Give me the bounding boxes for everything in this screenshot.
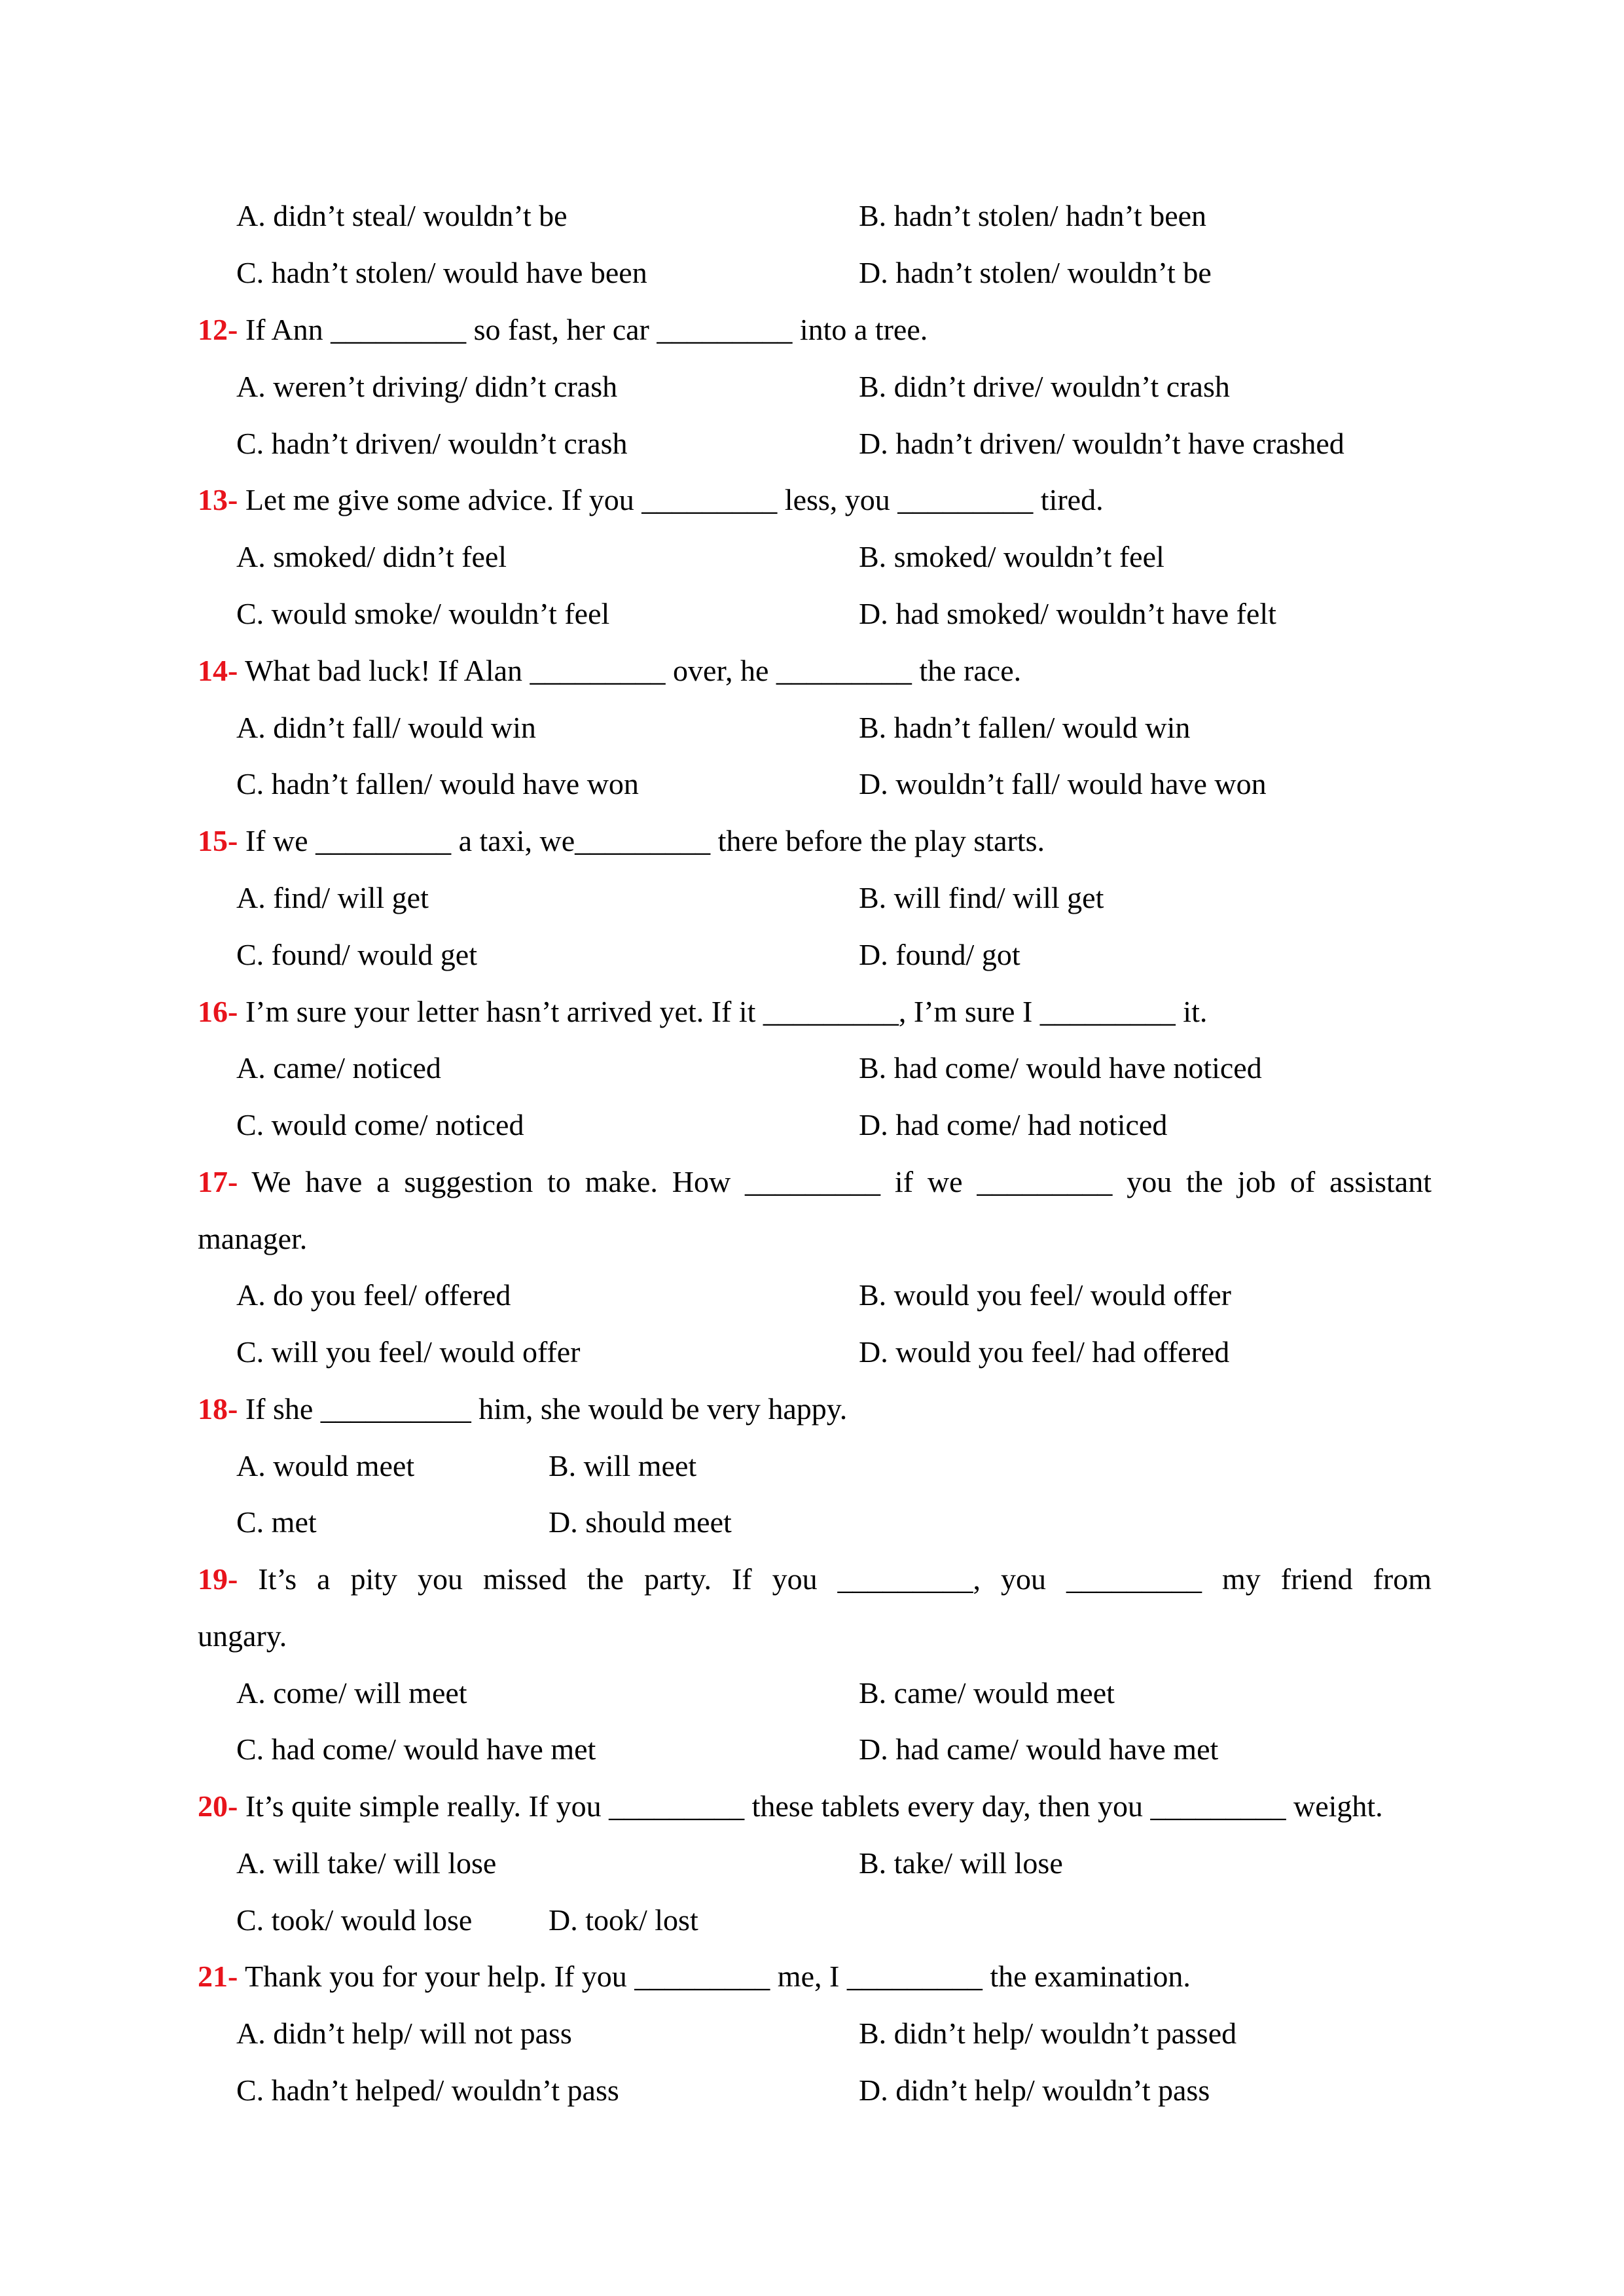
question-number: 12-	[198, 313, 238, 346]
prev-question-options-row-2	[0, 244, 1624, 301]
option-a[interactable]: A. come/ will meet	[236, 1676, 467, 1710]
question-stem: What bad luck! If Alan _________ over, he _________ the race.	[238, 654, 1022, 687]
question-number: 13-	[198, 483, 238, 516]
question-stem: We have a suggestion to make. How _________ if we _________ you the job of assistant	[238, 1165, 1432, 1198]
question-text	[198, 1948, 1191, 2005]
option-d[interactable]: D. didn’t help/ wouldn’t pass	[859, 2073, 1210, 2107]
question-number: 21-	[198, 1960, 238, 1993]
option-a[interactable]: A. do you feel/ offered	[236, 1278, 511, 1312]
question-19-options-row-1	[0, 1664, 1624, 1721]
question-13	[0, 471, 1624, 528]
question-21-options-row-2	[0, 2062, 1624, 2119]
question-number: 20-	[198, 1789, 238, 1823]
prev-option-a[interactable]: A. didn’t steal/ wouldn’t be	[236, 199, 568, 232]
option-d[interactable]: D. had come/ had noticed	[859, 1108, 1168, 1141]
question-21	[0, 1948, 1624, 2005]
question-20	[0, 1778, 1624, 1835]
option-a[interactable]: A. smoked/ didn’t feel	[236, 540, 507, 573]
option-c[interactable]: C. found/ would get	[236, 938, 477, 971]
question-16-options-row-2	[0, 1096, 1624, 1153]
option-d[interactable]: D. had smoked/ wouldn’t have felt	[859, 597, 1276, 630]
option-a[interactable]: A. would meet	[236, 1449, 415, 1482]
option-c[interactable]: C. had come/ would have met	[236, 1732, 596, 1766]
question-18	[0, 1380, 1624, 1437]
option-b[interactable]: B. smoked/ wouldn’t feel	[859, 540, 1164, 573]
question-14-options-row-1	[0, 699, 1624, 756]
question-14-options-row-2	[0, 755, 1624, 812]
option-c[interactable]: C. will you feel/ would offer	[236, 1335, 581, 1369]
question-text	[198, 642, 1021, 699]
prev-option-d[interactable]: D. hadn’t stolen/ wouldn’t be	[859, 256, 1212, 289]
option-b[interactable]: B. had come/ would have noticed	[859, 1051, 1262, 1085]
question-13-options-row-1	[0, 528, 1624, 585]
question-17	[0, 1153, 1624, 1210]
prev-option-c[interactable]: C. hadn’t stolen/ would have been	[236, 256, 647, 289]
option-b[interactable]: B. will meet	[549, 1449, 697, 1482]
option-c[interactable]: C. hadn’t helped/ wouldn’t pass	[236, 2073, 619, 2107]
question-text	[198, 471, 1104, 528]
question-text	[198, 1778, 1383, 1835]
question-stem-continuation: ungary.	[198, 1619, 287, 1653]
question-text	[198, 1551, 1432, 1607]
question-15	[0, 812, 1624, 869]
question-21-options-row-1	[0, 2005, 1624, 2062]
question-stem: If we _________ a taxi, we_________ there before the play starts.	[238, 824, 1045, 857]
question-16	[0, 983, 1624, 1040]
option-c[interactable]: C. would smoke/ wouldn’t feel	[236, 597, 610, 630]
question-text	[198, 1380, 847, 1437]
option-b[interactable]: B. take/ will lose	[859, 1846, 1063, 1880]
question-stem: Thank you for your help. If you _________ me, I _________ the examination.	[238, 1960, 1191, 1993]
option-b[interactable]: B. hadn’t fallen/ would win	[859, 711, 1191, 744]
option-b[interactable]: B. would you feel/ would offer	[859, 1278, 1231, 1312]
option-a[interactable]: A. didn’t help/ will not pass	[236, 2017, 572, 2050]
option-c[interactable]: C. took/ would lose	[236, 1903, 473, 1937]
option-c[interactable]: C. hadn’t driven/ wouldn’t crash	[236, 427, 628, 460]
prev-option-b[interactable]: B. hadn’t stolen/ hadn’t been	[859, 199, 1207, 232]
option-d[interactable]: D. would you feel/ had offered	[859, 1335, 1230, 1369]
question-stem: Let me give some advice. If you _________ less, you _________ tired.	[238, 483, 1104, 516]
option-d[interactable]: D. took/ lost	[549, 1903, 698, 1937]
option-b[interactable]: B. will find/ will get	[859, 881, 1104, 914]
question-stem: If she __________ him, she would be very happy.	[238, 1392, 848, 1426]
question-number: 18-	[198, 1392, 238, 1426]
question-18-options-row-2	[0, 1494, 1624, 1551]
option-c[interactable]: C. hadn’t fallen/ would have won	[236, 767, 639, 800]
option-d[interactable]: D. found/ got	[859, 938, 1020, 971]
question-20-options-row-1	[0, 1835, 1624, 1892]
prev-question-options-row-1	[0, 187, 1624, 244]
question-stem-continuation: manager.	[198, 1222, 308, 1255]
option-b[interactable]: B. didn’t help/ wouldn’t passed	[859, 2017, 1237, 2050]
question-number: 16-	[198, 995, 238, 1028]
option-a[interactable]: A. weren’t driving/ didn’t crash	[236, 370, 618, 403]
question-stem: I’m sure your letter hasn’t arrived yet. If it _________, I’m sure I _________ it.	[238, 995, 1208, 1028]
question-number: 14-	[198, 654, 238, 687]
option-c[interactable]: C. met	[236, 1505, 317, 1539]
option-a[interactable]: A. didn’t fall/ would win	[236, 711, 536, 744]
option-d[interactable]: D. should meet	[549, 1505, 732, 1539]
question-15-options-row-2	[0, 926, 1624, 983]
option-a[interactable]: A. will take/ will lose	[236, 1846, 497, 1880]
question-number: 19-	[198, 1562, 238, 1596]
option-a[interactable]: A. came/ noticed	[236, 1051, 441, 1085]
question-text	[198, 812, 1045, 869]
option-b[interactable]: B. came/ would meet	[859, 1676, 1115, 1710]
question-stem: It’s quite simple really. If you _________ these tablets every day, then you _________ weight.	[238, 1789, 1383, 1823]
question-18-options-row-1	[0, 1437, 1624, 1494]
option-b[interactable]: B. didn’t drive/ wouldn’t crash	[859, 370, 1230, 403]
option-d[interactable]: D. wouldn’t fall/ would have won	[859, 767, 1267, 800]
question-16-options-row-1	[0, 1039, 1624, 1096]
question-text	[198, 983, 1207, 1040]
question-12-options-row-1	[0, 358, 1624, 415]
question-stem: It’s a pity you missed the party. If you _________, you _________ my friend from	[238, 1562, 1432, 1596]
question-19-options-row-2	[0, 1721, 1624, 1778]
question-number: 17-	[198, 1165, 238, 1198]
question-stem: If Ann _________ so fast, her car _________ into a tree.	[238, 313, 928, 346]
option-d[interactable]: D. had came/ would have met	[859, 1732, 1219, 1766]
question-17-options-row-2	[0, 1323, 1624, 1380]
question-15-options-row-1	[0, 869, 1624, 926]
option-d[interactable]: D. hadn’t driven/ wouldn’t have crashed	[859, 427, 1344, 460]
question-text	[198, 1153, 1432, 1210]
question-17-continuation	[0, 1210, 1624, 1267]
option-c[interactable]: C. would come/ noticed	[236, 1108, 524, 1141]
question-12-options-row-2	[0, 415, 1624, 472]
question-19	[0, 1551, 1624, 1607]
question-number: 15-	[198, 824, 238, 857]
question-19-continuation	[0, 1607, 1624, 1664]
question-20-options-row-2	[0, 1892, 1624, 1948]
question-12	[0, 301, 1624, 358]
question-13-options-row-2	[0, 585, 1624, 642]
option-a[interactable]: A. find/ will get	[236, 881, 429, 914]
question-17-options-row-1	[0, 1266, 1624, 1323]
question-14	[0, 642, 1624, 699]
question-text	[198, 301, 928, 358]
